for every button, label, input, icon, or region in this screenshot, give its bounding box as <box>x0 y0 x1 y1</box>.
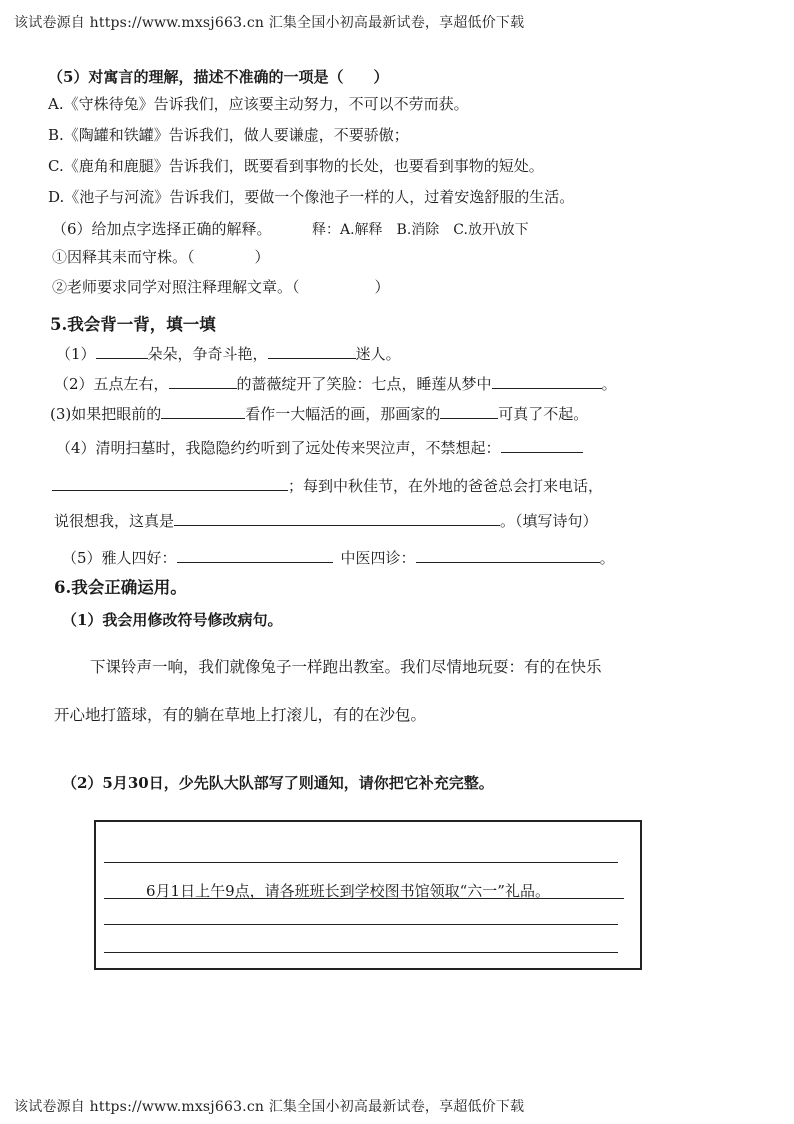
s6-sub-1: （1）我会用修改符号修改病句。 <box>62 611 283 629</box>
s5-line-4-d: 。（填写诗句） <box>500 512 598 530</box>
fill-blank[interactable] <box>52 476 288 491</box>
s5-line-1-a: （1） <box>56 345 96 363</box>
q6-item-2: ②老师要求同学对照注释理解文章。（ ） <box>52 278 390 296</box>
notice-text: 6月1日上午9点，请各班班长到学校图书馆领取“六一”礼品。 <box>146 882 550 900</box>
s5-line-1 <box>56 343 401 364</box>
s6-paragraph-line-1: 下课铃声一响，我们就像兔子一样跑出教室。我们尽情地玩耍：有的在快乐 <box>90 658 602 676</box>
s5-line-4-a: （4）清明扫墓时，我隐隐约约听到了远处传来哭泣声，不禁想起： <box>56 439 501 457</box>
fill-blank[interactable] <box>169 374 237 389</box>
s6-sub-2: （2）5月30日，少先队大队部写了则通知，请你把它补充完整。 <box>62 774 494 792</box>
s5-line-5-b: 中医四诊： <box>340 549 416 567</box>
notice-line-2 <box>104 898 624 899</box>
page-footer: 该试卷源自 https://www.mxsj663.cn 汇集全国小初高最新试卷，享超低价下载 <box>14 1099 525 1115</box>
page-header: 该试卷源自 https://www.mxsj663.cn 汇集全国小初高最新试卷，享超低价下载 <box>14 15 525 31</box>
fill-blank[interactable] <box>492 374 602 389</box>
fill-blank[interactable] <box>161 404 245 419</box>
fill-blank[interactable] <box>416 548 600 563</box>
q5-option-a: A.《守株待兔》告诉我们，应该要主动努力，不可以不劳而获。 <box>48 95 469 113</box>
s5-line-2-c: 。 <box>601 375 617 393</box>
s5-line-2-b: 的蔷薇绽开了笑脸：七点，睡莲从梦中 <box>236 375 492 393</box>
fill-blank[interactable] <box>174 511 500 526</box>
q5-stem: （5）对寓言的理解，描述不准确的一项是（ ） <box>48 68 389 86</box>
q6-item-1: ①因释其耒而守株。（ ） <box>52 248 270 266</box>
s5-line-4-c: 说很想我，这真是 <box>54 512 175 530</box>
s5-line-4 <box>56 437 583 458</box>
s5-line-1-c: 迷人。 <box>355 345 401 363</box>
s5-line-5 <box>62 547 615 568</box>
s5-line-4b <box>52 475 603 496</box>
fill-blank[interactable] <box>177 548 333 563</box>
q5-option-c: C.《鹿角和鹿腿》告诉我们，既要看到事物的长处，也要看到事物的短处。 <box>48 157 544 175</box>
fill-blank[interactable] <box>440 404 498 419</box>
notice-line-3[interactable] <box>104 924 618 925</box>
fill-blank[interactable] <box>268 344 356 359</box>
s5-line-3-b: 看作一大幅活的画，那画家的 <box>245 405 441 423</box>
q6-choices: 释：A.解释 B.消除 C.放开\放下 <box>312 222 529 238</box>
s5-line-4-b: ；每到中秋佳节，在外地的爸爸总会打来电话， <box>288 477 604 495</box>
s5-line-3-c: 可真了不起。 <box>498 405 589 423</box>
s5-line-1-b: 朵朵，争奇斗艳， <box>147 345 268 363</box>
q6-stem: （6）给加点字选择正确的解释。 <box>52 220 272 238</box>
section-6-title: 6.我会正确运用。 <box>54 578 187 597</box>
s5-line-2 <box>54 373 617 394</box>
fill-blank[interactable] <box>501 438 583 453</box>
s5-line-3 <box>50 403 588 424</box>
s5-line-5-a: （5）雅人四好： <box>62 549 177 567</box>
q5-option-d: D.《池子与河流》告诉我们，要做一个像池子一样的人，过着安逸舒服的生活。 <box>48 188 575 206</box>
s5-line-2-a: （2）五点左右， <box>54 375 169 393</box>
s5-line-4c <box>54 510 598 531</box>
s6-paragraph-line-2: 开心地打篮球，有的躺在草地上打滚儿，有的在沙包。 <box>54 706 427 724</box>
notice-line-4[interactable] <box>104 952 618 953</box>
s5-line-3-a: (3)如果把眼前的 <box>50 405 162 423</box>
fill-blank[interactable] <box>96 344 148 359</box>
q5-option-b: B.《陶罐和铁罐》告诉我们，做人要谦虚，不要骄傲； <box>48 126 409 144</box>
notice-line-1[interactable] <box>104 862 618 863</box>
s5-line-5-c: 。 <box>599 549 615 567</box>
section-5-title: 5.我会背一背，填一填 <box>50 315 216 334</box>
